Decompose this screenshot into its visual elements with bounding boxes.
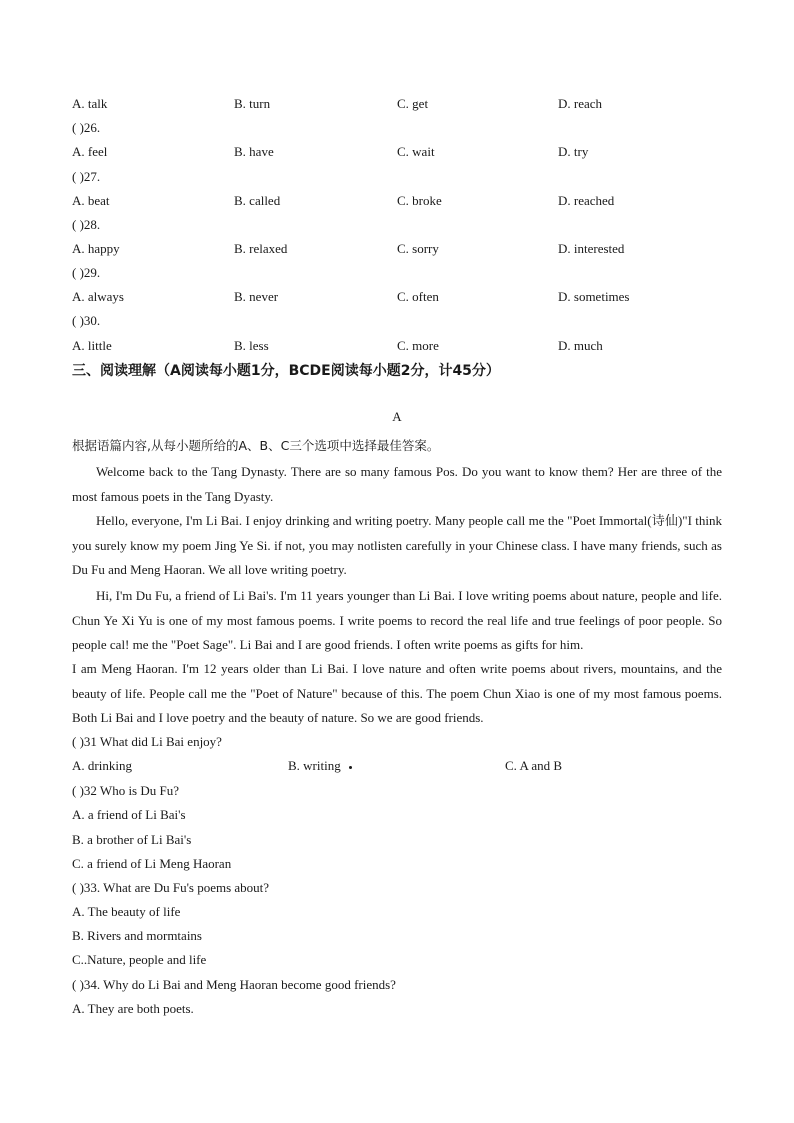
question-31-option-b: B. writing <box>288 757 352 775</box>
question-33-stem: ( )33. What are Du Fu's poems about? <box>72 880 270 895</box>
passage-paragraph-du-fu: Hi, I'm Du Fu, a friend of Li Bai's. I'm 11 years younger than Li Bai. I love writing poems about nature, people and life. Chun Ye Xi Yu is one of my most famous poems. I write poems to record the real life and true feelings of poor people. So people cal! me the "Poet Sage". Li Bai and I are good friends. I often write poems as gifts for him. <box>72 588 722 653</box>
option-26-b: B. have <box>234 144 274 159</box>
option-25-c: C. get <box>397 96 429 111</box>
option-29-c: C. often <box>397 289 439 304</box>
stray-dot-mark <box>349 766 352 769</box>
option-26-a: A. feel <box>72 144 108 159</box>
question-31-option-c: C. A and B <box>505 758 563 773</box>
option-30-a: A. little <box>72 338 112 353</box>
section-title: 三、阅读理解（A阅读每小题1分，BCDE阅读每小题2分，计45分） <box>72 363 500 379</box>
option-30-c: C. more <box>397 338 439 353</box>
question-32-stem: ( )32 Who is Du Fu? <box>72 783 180 798</box>
question-31-option-a: A. drinking <box>72 758 132 773</box>
option-28-c: C. sorry <box>397 241 439 256</box>
option-25-a: A. talk <box>72 96 108 111</box>
option-27-b: B. called <box>234 193 281 208</box>
option-25-d: D. reach <box>558 96 603 111</box>
option-29-d: D. sometimes <box>558 289 630 304</box>
question-number-29: ( )29. <box>72 265 101 280</box>
option-26-d: D. try <box>558 144 589 159</box>
question-34-option-a: A. They are both poets. <box>72 1001 194 1016</box>
question-32-option-a: A. a friend of Li Bai's <box>72 807 186 822</box>
passage-paragraph-li-bai: Hello, everyone, I'm Li Bai. I enjoy drinking and writing poetry. Many people call me the "Poet Immortal(诗仙)"I think you surely know my poem Jing Ye Si. if not, you may notlisten carefully in your Chinese class. I have many friends, such as Du Fu and Meng Haoran. We all love writing poetry. <box>72 513 722 578</box>
option-29-b: B. never <box>234 289 279 304</box>
question-number-27: ( )27. <box>72 169 101 184</box>
question-32-option-c: C. a friend of Li Meng Haoran <box>72 856 232 871</box>
option-30-d: D. much <box>558 338 603 353</box>
question-33-option-a: A. The beauty of life <box>72 904 181 919</box>
instruction-text: 根据语篇内容,从每小题所给的A、B、C三个选项中选择最佳答案。 <box>72 438 440 453</box>
question-33-option-b: B. Rivers and mormtains <box>72 928 202 943</box>
option-28-d: D. interested <box>558 241 625 256</box>
option-28-b: B. relaxed <box>234 241 288 256</box>
option-25-b: B. turn <box>234 96 271 111</box>
option-27-d: D. reached <box>558 193 615 208</box>
passage-paragraph-intro: Welcome back to the Tang Dynasty. There are so many famous Pos. Do you want to know them? Her are three of the most famous poets in the Tang Dyasty. <box>72 464 722 504</box>
question-32-option-b: B. a brother of Li Bai's <box>72 832 192 847</box>
question-number-28: ( )28. <box>72 217 101 232</box>
question-34-stem: ( )34. Why do Li Bai and Meng Haoran become good friends? <box>72 977 396 992</box>
question-31-stem: ( )31 What did Li Bai enjoy? <box>72 734 222 749</box>
question-number-30: ( )30. <box>72 313 101 328</box>
question-33-option-c: C..Nature, people and life <box>72 952 207 967</box>
question-number-26: ( )26. <box>72 120 101 135</box>
option-29-a: A. always <box>72 289 124 304</box>
passage-paragraph-meng-haoran: I am Meng Haoran. I'm 12 years older than Li Bai. I love nature and often write poems about rivers, mountains, and the beauty of life. People call me the "Poet of Nature" because of this. The poem Chun Xiao is one of my most famous poems. Both Li Bai and I love poetry and the beauty of nature. So we are good friends. <box>72 661 722 726</box>
option-30-b: B. less <box>234 338 269 353</box>
option-28-a: A. happy <box>72 241 120 256</box>
part-label: A <box>392 409 402 424</box>
option-26-c: C. wait <box>397 144 435 159</box>
option-27-c: C. broke <box>397 193 442 208</box>
option-27-a: A. beat <box>72 193 110 208</box>
